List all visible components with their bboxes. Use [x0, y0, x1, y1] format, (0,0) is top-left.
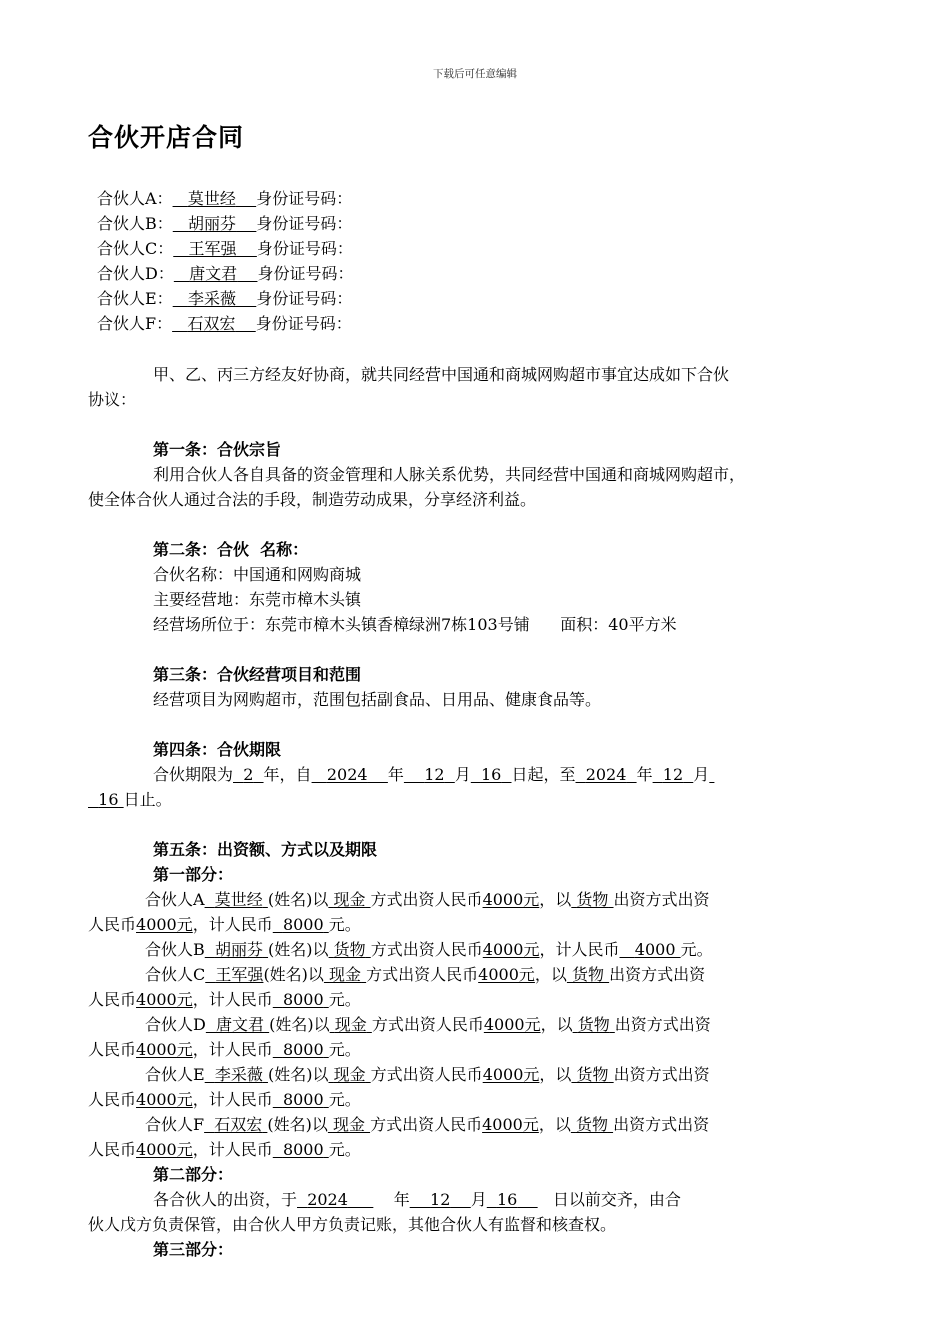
id-label: 身份证号码： — [256, 214, 353, 233]
partner-name: 王军强 — [188, 239, 237, 258]
start-month: 12 — [424, 765, 445, 784]
part-3-heading: 第三部分： — [153, 1240, 234, 1259]
article-5-heading: 第五条：出资额、方式以及期限 — [153, 840, 378, 859]
premises-address — [153, 615, 677, 635]
term-years: 2 — [243, 765, 254, 784]
id-label: 身份证号码： — [256, 289, 353, 308]
deadline-line-cont: 伙人戊方负责保管，由合伙人甲方负责记账，其他合伙人有监督和核查权。 — [88, 1215, 617, 1234]
contribution-e: 合伙人E 李采薇 (姓名)以 现金 方式出资人民币4000元，以 货物 出资方式出资 — [145, 1065, 710, 1084]
partner-row — [97, 214, 352, 234]
term-line: 合伙期限为 2 年，自 2024 年 12 月 16 日起，至 2024 年 12 月 — [153, 765, 710, 784]
contribution-d-cont: 人民币4000元，计人民币 8000 元。 — [88, 1040, 361, 1059]
id-label: 身份证号码： — [255, 314, 352, 333]
intro-paragraph: 甲、乙、丙三方经友好协商，就共同经营中国通和商城网购超市事宜达成如下合伙 — [153, 365, 730, 384]
contribution-b: 合伙人B 胡丽芬 (姓名)以 货物 方式出资人民币4000元，计人民币 4000 元。 — [145, 940, 713, 959]
article-4-heading: 第四条：合伙期限 — [153, 740, 282, 759]
main-location: 主要经营地：东莞市樟木头镇 — [153, 590, 362, 609]
article-1-text-cont: 使全体合伙人通过合法的手段，制造劳动成果，分享经济利益。 — [88, 490, 537, 509]
partner-label: 合伙人D： — [97, 264, 174, 283]
partner-label: 合伙人C： — [97, 239, 174, 258]
contribution-d: 合伙人D 唐文君 (姓名)以 现金 方式出资人民币4000元，以 货物 出资方式出资 — [145, 1015, 711, 1034]
partner-label: 合伙人A： — [97, 189, 173, 208]
partner-name: 胡丽芬 — [188, 214, 237, 233]
contribution-c-cont: 人民币4000元，计人民币 8000 元。 — [88, 990, 361, 1009]
end-day: 16 — [98, 790, 119, 809]
article-1-text: 利用合伙人各自具备的资金管理和人脉关系优势，共同经营中国通和商城网购超市， — [153, 465, 746, 484]
partner-label: 合伙人E： — [97, 289, 173, 308]
article-1-heading: 第一条：合伙宗旨 — [153, 440, 282, 459]
article-2-heading: 第二条：合伙 名称： — [153, 540, 309, 559]
partner-name: 李采薇 — [187, 289, 236, 308]
contribution-c: 合伙人C 王军强(姓名)以 现金 方式出资人民币4000元，以 货物 出资方式出资 — [145, 965, 706, 984]
partner-row — [97, 314, 352, 334]
start-day: 16 — [480, 765, 502, 784]
part-1-heading: 第一部分： — [153, 865, 234, 884]
start-year: 2024 — [326, 765, 368, 784]
article-3-heading: 第三条：合伙经营项目和范围 — [153, 665, 362, 684]
contribution-f-cont: 人民币4000元，计人民币 8000 元。 — [88, 1140, 361, 1159]
contribution-e-cont: 人民币4000元，计人民币 8000 元。 — [88, 1090, 361, 1109]
partner-name: 莫世经 — [187, 189, 236, 208]
partner-row — [97, 289, 352, 309]
page-header-note: 下载后可任意编辑 — [433, 68, 517, 80]
partner-name: 唐文君 — [189, 264, 238, 283]
part-2-heading: 第二部分： — [153, 1165, 234, 1184]
partner-label: 合伙人F： — [97, 314, 173, 333]
deadline-line: 各合伙人的出资，于 2024 年 12 月 16 日以前交齐，由合 — [153, 1190, 681, 1209]
partner-row — [97, 239, 353, 259]
area-text: 面积：40平方米 — [560, 615, 677, 634]
id-label: 身份证号码： — [257, 264, 354, 283]
contribution-a: 合伙人A 莫世经 (姓名)以 现金 方式出资人民币4000元，以 货物 出资方式出资 — [145, 890, 710, 909]
id-label: 身份证号码： — [256, 239, 353, 258]
term-line-cont: 16 日止。 — [88, 790, 172, 810]
partnership-name: 合伙名称：中国通和网购商城 — [153, 565, 362, 584]
end-year: 2024 — [585, 765, 627, 784]
document-title: 合伙开店合同 — [88, 123, 245, 152]
partner-row — [97, 264, 353, 284]
end-month: 12 — [662, 765, 684, 784]
intro-paragraph-cont: 协议： — [88, 390, 137, 409]
partner-name: 石双宏 — [187, 314, 236, 333]
address-text: 经营场所位于：东莞市樟木头镇香樟绿洲7栋103号铺 — [153, 615, 530, 634]
id-label: 身份证号码： — [256, 189, 353, 208]
contribution-a-cont: 人民币4000元，计人民币 8000 元。 — [88, 915, 361, 934]
partner-label: 合伙人B： — [97, 214, 173, 233]
contribution-f: 合伙人F 石双宏 (姓名)以 现金 方式出资人民币4000元，以 货物 出资方式出资 — [145, 1115, 710, 1134]
article-3-text: 经营项目为网购超市，范围包括副食品、日用品、健康食品等。 — [153, 690, 602, 709]
partner-row — [97, 189, 352, 209]
